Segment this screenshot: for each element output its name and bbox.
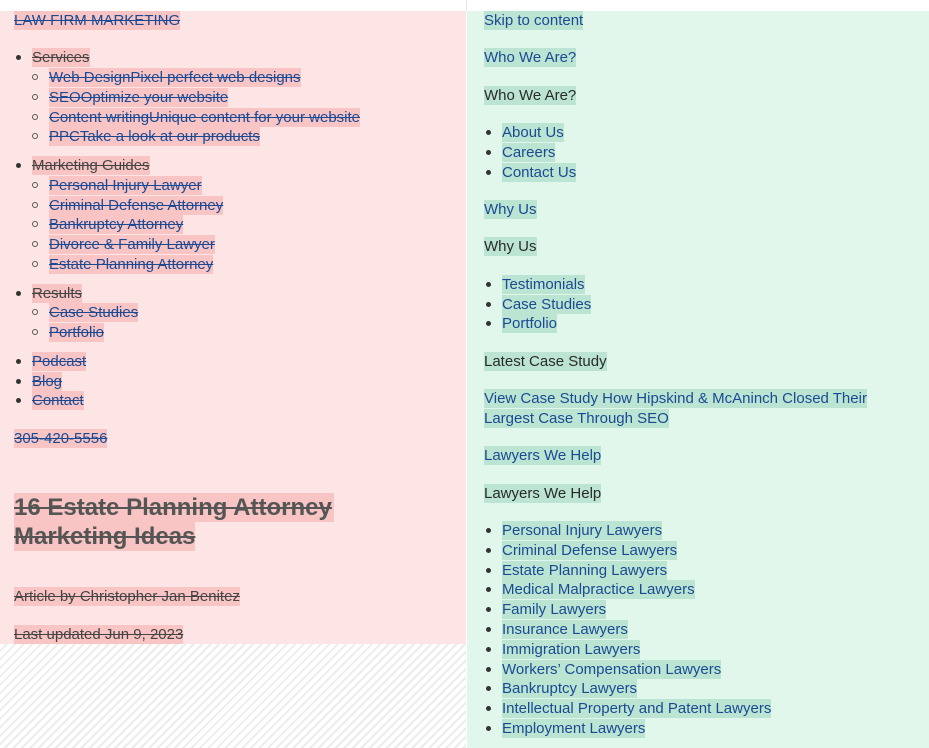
nav-services[interactable]: Services bbox=[32, 49, 90, 66]
pane-divider bbox=[466, 0, 467, 11]
phone-link[interactable]: 305-420-5556 bbox=[14, 430, 108, 447]
nav-podcast-link[interactable]: Podcast bbox=[32, 353, 87, 370]
bullet-icon bbox=[486, 686, 491, 691]
article-title-line1: 16 Estate Planning Attorney bbox=[14, 494, 332, 521]
bullet-icon bbox=[486, 150, 491, 155]
circle-bullet-icon bbox=[32, 309, 38, 315]
lawyers-we-help-link[interactable]: Lawyers We Help bbox=[484, 447, 602, 464]
case-studies-link[interactable]: Case Studies bbox=[502, 296, 592, 313]
medical-malpractice-lawyers-link[interactable]: Medical Malpractice Lawyers bbox=[502, 581, 695, 598]
circle-bullet-icon bbox=[32, 133, 38, 139]
bullet-icon bbox=[16, 359, 21, 364]
nav-estate-planning-link[interactable]: Estate Planning Attorney bbox=[49, 256, 214, 273]
careers-link[interactable]: Careers bbox=[502, 144, 556, 161]
circle-bullet-icon bbox=[32, 74, 38, 80]
immigration-lawyers-link[interactable]: Immigration Lawyers bbox=[502, 641, 641, 658]
employment-lawyers-link[interactable]: Employment Lawyers bbox=[502, 720, 646, 737]
nav-case-studies-link[interactable]: Case Studies bbox=[49, 304, 139, 321]
bullet-icon bbox=[16, 379, 21, 384]
insurance-lawyers-link[interactable]: Insurance Lawyers bbox=[502, 621, 628, 638]
bullet-icon bbox=[486, 627, 491, 632]
family-lawyers-link[interactable]: Family Lawyers bbox=[502, 601, 607, 618]
circle-bullet-icon bbox=[32, 94, 38, 100]
contact-us-link[interactable]: Contact Us bbox=[502, 164, 577, 181]
circle-bullet-icon bbox=[32, 241, 38, 247]
bullet-icon bbox=[16, 291, 21, 296]
nav-content-writing-link[interactable]: Content writingUnique content for your website bbox=[49, 109, 361, 126]
circle-bullet-icon bbox=[32, 329, 38, 335]
nav-results[interactable]: Results bbox=[32, 285, 83, 302]
article-author: Article by Christopher Jan Benitez bbox=[14, 588, 240, 605]
estate-planning-lawyers-link[interactable]: Estate Planning Lawyers bbox=[502, 562, 668, 579]
view-case-study-link-line2[interactable]: Largest Case Through SEO bbox=[484, 410, 669, 427]
why-us-heading: Why Us bbox=[484, 238, 537, 255]
portfolio-link[interactable]: Portfolio bbox=[502, 315, 558, 332]
ip-patent-lawyers-link[interactable]: Intellectual Property and Patent Lawyers bbox=[502, 700, 772, 717]
skip-to-content-link[interactable]: Skip to content bbox=[484, 12, 584, 29]
about-us-link[interactable]: About Us bbox=[502, 124, 564, 141]
nav-portfolio-link[interactable]: Portfolio bbox=[49, 324, 105, 341]
nav-seo-link[interactable]: SEOOptimize your website bbox=[49, 89, 229, 106]
nav-bankruptcy-link[interactable]: Bankruptcy Attorney bbox=[49, 216, 184, 233]
workers-compensation-lawyers-link[interactable]: Workers’ Compensation Lawyers bbox=[502, 661, 722, 678]
bullet-icon bbox=[16, 163, 21, 168]
nav-ppc-link[interactable]: PPCTake a look at our products bbox=[49, 128, 260, 145]
circle-bullet-icon bbox=[32, 221, 38, 227]
bullet-icon bbox=[486, 587, 491, 592]
circle-bullet-icon bbox=[32, 261, 38, 267]
bullet-icon bbox=[486, 726, 491, 731]
bullet-icon bbox=[486, 607, 491, 612]
bullet-icon bbox=[16, 398, 21, 403]
brand-logo-link[interactable]: LAW FIRM MARKETING bbox=[14, 12, 181, 29]
bullet-icon bbox=[486, 130, 491, 135]
nav-marketing-guides[interactable]: Marketing Guides bbox=[32, 157, 150, 174]
nav-divorce-family-link[interactable]: Divorce & Family Lawyer bbox=[49, 236, 215, 253]
nav-blog-link[interactable]: Blog bbox=[32, 373, 63, 390]
bullet-icon bbox=[486, 302, 491, 307]
bullet-icon bbox=[486, 647, 491, 652]
left-pane-hatched-empty-area bbox=[0, 644, 466, 748]
bullet-icon bbox=[486, 706, 491, 711]
personal-injury-lawyers-link[interactable]: Personal Injury Lawyers bbox=[502, 522, 663, 539]
lawyers-we-help-heading: Lawyers We Help bbox=[484, 485, 602, 502]
circle-bullet-icon bbox=[32, 114, 38, 120]
bullet-icon bbox=[16, 55, 21, 60]
nav-web-design-link[interactable]: Web DesignPixel perfect web designs bbox=[49, 69, 301, 86]
testimonials-link[interactable]: Testimonials bbox=[502, 276, 585, 293]
nav-contact-link[interactable]: Contact bbox=[32, 392, 84, 409]
criminal-defense-lawyers-link[interactable]: Criminal Defense Lawyers bbox=[502, 542, 678, 559]
nav-personal-injury-link[interactable]: Personal Injury Lawyer bbox=[49, 177, 202, 194]
who-we-are-link[interactable]: Who We Are? bbox=[484, 49, 577, 66]
why-us-link[interactable]: Why Us bbox=[484, 201, 537, 218]
article-title-line2: Marketing Ideas bbox=[14, 523, 196, 550]
bankruptcy-lawyers-link[interactable]: Bankruptcy Lawyers bbox=[502, 680, 638, 697]
nav-criminal-defense-link[interactable]: Criminal Defense Attorney bbox=[49, 197, 224, 214]
view-case-study-link-line1[interactable]: View Case Study How Hipskind & McAninch Closed Their bbox=[484, 390, 867, 407]
bullet-icon bbox=[486, 667, 491, 672]
article-updated-date: Last updated Jun 9, 2023 bbox=[14, 626, 184, 643]
bullet-icon bbox=[486, 528, 491, 533]
who-we-are-heading: Who We Are? bbox=[484, 87, 577, 104]
bullet-icon bbox=[486, 321, 491, 326]
bullet-icon bbox=[486, 548, 491, 553]
latest-case-study-heading: Latest Case Study bbox=[484, 353, 607, 370]
circle-bullet-icon bbox=[32, 182, 38, 188]
circle-bullet-icon bbox=[32, 202, 38, 208]
bullet-icon bbox=[486, 170, 491, 175]
bullet-icon bbox=[486, 282, 491, 287]
bullet-icon bbox=[486, 568, 491, 573]
